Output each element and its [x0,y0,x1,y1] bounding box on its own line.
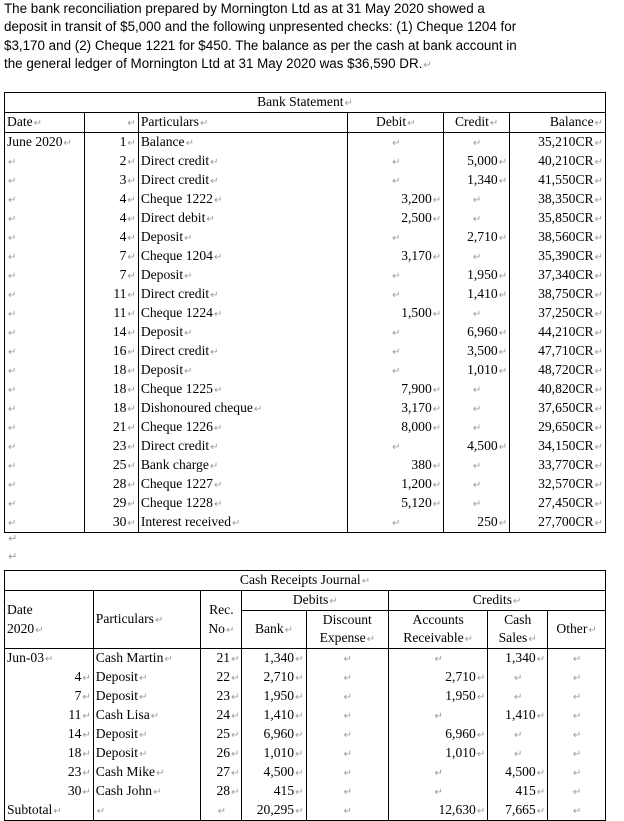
bank-balance-cell: 34,150CR↵ [510,437,606,456]
crj-subtotal-cash-sales: 7,665↵ [488,801,548,821]
intro-line: $3,170 and (2) Cheque 1221 for $450. The balance as per the cash at bank account in [4,37,517,53]
intro-line: the general ledger of Mornington Ltd at 31 May 2020 was $36,590 DR.↵ [4,55,432,71]
crj-discount-cell: ↵ [306,668,389,687]
bank-debit-cell: ↵ [348,228,444,247]
bank-date-cell: ↵ [5,475,85,494]
crj-other-cell: ↵ [548,687,606,706]
bank-credit-cell: 1,950↵ [444,266,510,285]
crj-header-expense: Expense↵ [306,629,389,649]
crj-row [5,649,606,669]
bank-particulars-cell: Balance↵ [138,133,348,153]
bank-balance-cell: 35,210CR↵ [510,133,606,153]
bank-row [5,513,606,533]
bank-day-cell: 2↵ [84,152,138,171]
bank-date-cell: ↵ [5,266,85,285]
bank-credit-cell: 5,000↵ [444,152,510,171]
bank-debit-cell: ↵ [348,342,444,361]
crj-date-cell: 18↵ [5,744,94,763]
bank-date-cell: ↵ [5,228,85,247]
crj-other-cell: ↵ [548,725,606,744]
bank-balance-cell: 38,750CR↵ [510,285,606,304]
bank-day-cell: 3↵ [84,171,138,190]
bank-credit-cell: ↵ [444,456,510,475]
crj-discount-cell: ↵ [306,649,389,669]
bank-credit-cell: ↵ [444,380,510,399]
bank-balance-cell: 27,700CR↵ [510,513,606,533]
crj-row [5,763,606,782]
crj-ar-cell: 6,960↵ [389,725,488,744]
bank-balance-cell: 40,210CR↵ [510,152,606,171]
bank-debit-cell: 3,170↵ [348,399,444,418]
bank-particulars-cell: Interest received↵ [138,513,348,533]
crj-ar-cell: ↵ [389,782,488,801]
bank-header-row [5,113,606,133]
crj-subtotal-particulars: ↵ [93,801,200,821]
bank-particulars-cell: Cheque 1224↵ [138,304,348,323]
crj-header-credits: Credits↵ [389,591,606,611]
bank-particulars-cell: Deposit↵ [138,361,348,380]
bank-date-cell: ↵ [5,399,85,418]
bank-date-cell: ↵ [5,380,85,399]
bank-date-cell: ↵ [5,152,85,171]
bank-row [5,456,606,475]
crj-discount-cell: ↵ [306,687,389,706]
crj-bank-cell: 415↵ [242,782,306,801]
bank-debit-cell: ↵ [348,323,444,342]
crj-other-cell: ↵ [548,668,606,687]
bank-particulars-cell: Bank charge↵ [138,456,348,475]
crj-particulars-cell: Cash John↵ [93,782,200,801]
bank-balance-cell: 37,650CR↵ [510,399,606,418]
bank-credit-cell: 250↵ [444,513,510,533]
crj-particulars-cell: Cash Mike↵ [93,763,200,782]
bank-debit-cell: 8,000↵ [348,418,444,437]
bank-day-cell: 1↵ [84,133,138,153]
bank-date-cell: ↵ [5,456,85,475]
crj-header-sales: Sales↵ [488,629,548,649]
crj-cash-sales-cell: ↵ [488,668,548,687]
bank-particulars-cell: Direct credit↵ [138,437,348,456]
crj-subtotal-other: ↵ [548,801,606,821]
bank-day-cell: 11↵ [84,304,138,323]
bank-date-cell: ↵ [5,418,85,437]
crj-cash-sales-cell: 1,340↵ [488,649,548,669]
bank-debit-cell: 2,500↵ [348,209,444,228]
bank-balance-cell: 38,560CR↵ [510,228,606,247]
crj-bank-cell: 4,500↵ [242,763,306,782]
crj-header-cash: Cash [488,611,548,630]
bank-day-cell: 14↵ [84,323,138,342]
crj-row [5,668,606,687]
bank-credit-cell: ↵ [444,133,510,153]
bank-day-cell: 18↵ [84,361,138,380]
bank-row [5,190,606,209]
crj-bank-cell: 6,960↵ [242,725,306,744]
bank-balance-cell: 40,820CR↵ [510,380,606,399]
crj-rec-cell: 23↵ [201,687,242,706]
crj-title: Cash Receipts Journal↵ [5,571,606,591]
bank-row [5,323,606,342]
bank-balance-cell: 41,550CR↵ [510,171,606,190]
bank-credit-cell: 3,500↵ [444,342,510,361]
bank-row [5,171,606,190]
bank-balance-cell: 47,710CR↵ [510,342,606,361]
crj-row [5,725,606,744]
bank-debit-cell: ↵ [348,513,444,533]
bank-credit-cell: 1,340↵ [444,171,510,190]
bank-debit-cell: 380↵ [348,456,444,475]
bank-row [5,437,606,456]
bank-credit-cell: ↵ [444,190,510,209]
crj-ar-cell: ↵ [389,763,488,782]
crj-discount-cell: ↵ [306,744,389,763]
bank-credit-cell: ↵ [444,399,510,418]
bank-date-cell: ↵ [5,437,85,456]
bank-title-row [5,93,606,113]
bank-particulars-cell: Deposit↵ [138,266,348,285]
crj-particulars-cell: Deposit↵ [93,744,200,763]
bank-balance-cell: 37,250CR↵ [510,304,606,323]
bank-day-cell: 7↵ [84,266,138,285]
problem-statement [4,0,616,75]
bank-balance-cell: 27,450CR↵ [510,494,606,513]
bank-credit-cell: ↵ [444,304,510,323]
paragraph-mark: ↵ [8,532,18,545]
bank-balance-cell: 35,850CR↵ [510,209,606,228]
crj-date-cell: Jun-03↵ [5,649,94,669]
bank-day-cell: 4↵ [84,209,138,228]
bank-credit-cell: ↵ [444,475,510,494]
bank-day-cell: 21↵ [84,418,138,437]
bank-particulars-cell: Direct credit↵ [138,152,348,171]
bank-debit-cell: ↵ [348,152,444,171]
bank-credit-cell: ↵ [444,247,510,266]
crj-discount-cell: ↵ [306,706,389,725]
bank-debit-cell: ↵ [348,361,444,380]
bank-debit-cell: 3,200↵ [348,190,444,209]
bank-row [5,475,606,494]
bank-day-cell: 23↵ [84,437,138,456]
crj-row [5,706,606,725]
bank-balance-cell: 35,390CR↵ [510,247,606,266]
bank-debit-cell: ↵ [348,437,444,456]
bank-statement-title: Bank Statement↵ [5,93,606,113]
bank-debit-cell: ↵ [348,266,444,285]
crj-date-cell: 7↵ [5,687,94,706]
crj-ar-cell: 1,010↵ [389,744,488,763]
crj-cash-sales-cell: ↵ [488,725,548,744]
bank-statement-table [4,92,606,533]
crj-header-debits: Debits↵ [242,591,389,611]
bank-particulars-cell: Cheque 1225↵ [138,380,348,399]
crj-row [5,744,606,763]
crj-cash-sales-cell: 415↵ [488,782,548,801]
bank-day-cell: 25↵ [84,456,138,475]
bank-row [5,342,606,361]
crj-subtotal-ar: 12,630↵ [389,801,488,821]
bank-debit-cell: 7,900↵ [348,380,444,399]
crj-rec-cell: 25↵ [201,725,242,744]
paragraph-mark: ↵ [8,550,18,563]
bank-row [5,418,606,437]
bank-credit-cell: 6,960↵ [444,323,510,342]
bank-day-cell: 30↵ [84,513,138,533]
bank-debit-cell: ↵ [348,171,444,190]
bank-particulars-cell: Deposit↵ [138,323,348,342]
crj-discount-cell: ↵ [306,782,389,801]
crj-rec-cell: 24↵ [201,706,242,725]
bank-row [5,228,606,247]
crj-date-cell: 23↵ [5,763,94,782]
crj-bank-cell: 1,410↵ [242,706,306,725]
crj-other-cell: ↵ [548,782,606,801]
paragraph-mark: ↵ [423,59,432,71]
bank-balance-cell: 29,650CR↵ [510,418,606,437]
crj-discount-cell: ↵ [306,725,389,744]
crj-rec-cell: 22↵ [201,668,242,687]
bank-credit-cell: 1,410↵ [444,285,510,304]
bank-day-cell: 11↵ [84,285,138,304]
bank-day-cell: 4↵ [84,190,138,209]
bank-balance-cell: 44,210CR↵ [510,323,606,342]
bank-row [5,266,606,285]
bank-balance-cell: 32,570CR↵ [510,475,606,494]
bank-particulars-cell: Dishonoured cheque↵ [138,399,348,418]
crj-header-row [5,591,606,611]
header-debit: Debit↵ [348,113,444,133]
bank-credit-cell: 2,710↵ [444,228,510,247]
crj-date-cell: 11↵ [5,706,94,725]
bank-debit-cell: 1,500↵ [348,304,444,323]
cash-receipts-journal-table [4,570,606,821]
bank-day-cell: 16↵ [84,342,138,361]
bank-debit-cell: 1,200↵ [348,475,444,494]
crj-subtotal-label: Subtotal↵ [5,801,94,821]
bank-row [5,494,606,513]
bank-date-cell: ↵ [5,304,85,323]
crj-ar-cell: 2,710↵ [389,668,488,687]
bank-particulars-cell: Direct credit↵ [138,285,348,304]
bank-day-cell: 7↵ [84,247,138,266]
crj-ar-cell: 1,950↵ [389,687,488,706]
bank-balance-cell: 38,350CR↵ [510,190,606,209]
bank-particulars-cell: Cheque 1226↵ [138,418,348,437]
header-balance: Balance↵ [510,113,606,133]
bank-credit-cell: 4,500↵ [444,437,510,456]
crj-particulars-cell: Cash Lisa↵ [93,706,200,725]
bank-debit-cell: 3,170↵ [348,247,444,266]
crj-bank-cell: 2,710↵ [242,668,306,687]
crj-header-discount: Discount [306,611,389,630]
crj-header-bank: Bank↵ [242,611,306,649]
bank-row [5,380,606,399]
bank-date-cell: ↵ [5,171,85,190]
header-credit: Credit↵ [444,113,510,133]
crj-rec-cell: 27↵ [201,763,242,782]
bank-particulars-cell: Direct credit↵ [138,171,348,190]
bank-balance-cell: 48,720CR↵ [510,361,606,380]
crj-rec-cell: 26↵ [201,744,242,763]
crj-particulars-cell: Deposit↵ [93,668,200,687]
bank-credit-cell: 1,010↵ [444,361,510,380]
bank-day-cell: 28↵ [84,475,138,494]
bank-particulars-cell: Cheque 1204↵ [138,247,348,266]
bank-balance-cell: 33,770CR↵ [510,456,606,475]
bank-row [5,209,606,228]
crj-discount-cell: ↵ [306,763,389,782]
crj-cash-sales-cell: ↵ [488,687,548,706]
crj-header-date: Date 2020↵ [5,591,94,649]
bank-date-cell: ↵ [5,513,85,533]
crj-bank-cell: 1,340↵ [242,649,306,669]
bank-particulars-cell: Cheque 1227↵ [138,475,348,494]
crj-date-cell: 4↵ [5,668,94,687]
crj-header-other: Other↵ [548,611,606,649]
crj-other-cell: ↵ [548,649,606,669]
bank-day-cell: 4↵ [84,228,138,247]
bank-day-cell: 29↵ [84,494,138,513]
bank-date-cell: ↵ [5,361,85,380]
crj-date-cell: 30↵ [5,782,94,801]
bank-date-cell: ↵ [5,285,85,304]
crj-rec-cell: 28↵ [201,782,242,801]
crj-rec-cell: 21↵ [201,649,242,669]
crj-row [5,687,606,706]
bank-row [5,247,606,266]
bank-row [5,304,606,323]
crj-cash-sales-cell: ↵ [488,744,548,763]
header-date: Date↵ [5,113,85,133]
intro-line: deposit in transit of $5,000 and the following unpresented checks: (1) Cheque 1204 for [4,19,517,35]
crj-ar-cell: ↵ [389,706,488,725]
bank-particulars-cell: Direct credit↵ [138,342,348,361]
crj-header-rec-no: Rec. No↵ [201,591,242,649]
crj-cash-sales-cell: 1,410↵ [488,706,548,725]
bank-row [5,152,606,171]
crj-bank-cell: 1,950↵ [242,687,306,706]
bank-row [5,133,606,153]
crj-ar-cell: ↵ [389,649,488,669]
bank-credit-cell: ↵ [444,494,510,513]
bank-day-cell: 18↵ [84,399,138,418]
bank-date-cell: ↵ [5,494,85,513]
bank-date-cell: ↵ [5,190,85,209]
bank-debit-cell: 5,120↵ [348,494,444,513]
header-particulars: Particulars↵ [138,113,348,133]
intro-line: The bank reconciliation prepared by Mornington Ltd as at 31 May 2020 showed a [4,1,485,16]
crj-title-row [5,571,606,591]
crj-other-cell: ↵ [548,706,606,725]
bank-balance-cell: 37,340CR↵ [510,266,606,285]
bank-particulars-cell: Cheque 1228↵ [138,494,348,513]
crj-subtotal-rec: ↵ [201,801,242,821]
crj-subtotal-discount: ↵ [306,801,389,821]
crj-particulars-cell: Deposit↵ [93,725,200,744]
crj-bank-cell: 1,010↵ [242,744,306,763]
crj-particulars-cell: Cash Martin↵ [93,649,200,669]
bank-row [5,285,606,304]
crj-date-cell: 14↵ [5,725,94,744]
bank-row [5,361,606,380]
crj-header-accounts: Accounts [389,611,488,630]
crj-subtotal-row [5,801,606,821]
header-day: ↵ [84,113,138,133]
bank-particulars-cell: Cheque 1222↵ [138,190,348,209]
crj-row [5,782,606,801]
bank-date-cell: June 2020↵ [5,133,85,153]
crj-header-particulars: Particulars↵ [93,591,200,649]
bank-date-cell: ↵ [5,323,85,342]
bank-date-cell: ↵ [5,247,85,266]
crj-particulars-cell: Deposit↵ [93,687,200,706]
bank-particulars-cell: Deposit↵ [138,228,348,247]
bank-credit-cell: ↵ [444,418,510,437]
crj-header-receivable: Receivable↵ [389,629,488,649]
bank-credit-cell: ↵ [444,209,510,228]
bank-row [5,399,606,418]
bank-date-cell: ↵ [5,342,85,361]
bank-debit-cell: ↵ [348,285,444,304]
bank-particulars-cell: Direct debit↵ [138,209,348,228]
crj-subtotal-bank: 20,295↵ [242,801,306,821]
crj-cash-sales-cell: 4,500↵ [488,763,548,782]
bank-day-cell: 18↵ [84,380,138,399]
bank-date-cell: ↵ [5,209,85,228]
bank-debit-cell: ↵ [348,133,444,153]
crj-other-cell: ↵ [548,763,606,782]
crj-other-cell: ↵ [548,744,606,763]
